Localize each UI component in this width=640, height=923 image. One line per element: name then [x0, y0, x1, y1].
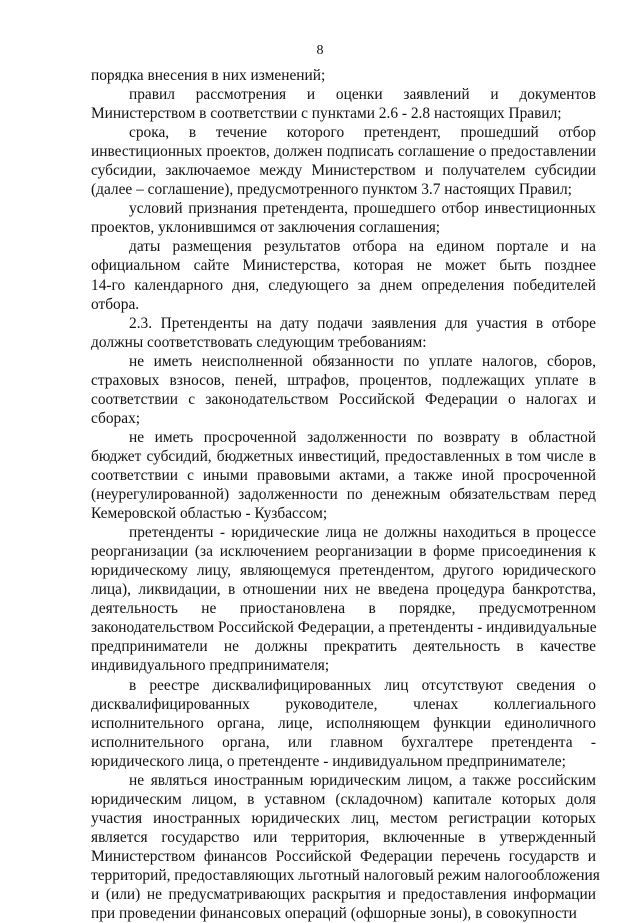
text-line: лица), ликвидации, в отношении них не введена процедура банкротства, — [91, 581, 596, 599]
text-line: юридическому лицу, являющемуся претендентом, другого юридического — [91, 562, 596, 580]
text-line: законодательством Российской Федерации, а претенденты - индивидуальные — [91, 619, 597, 637]
text-line: предприниматели не должны прекратить деятельность в качестве — [91, 638, 596, 656]
text-line: деятельность не приостановлена в порядке, предусмотренном — [91, 600, 596, 618]
text-line: порядка внесения в них изменений; — [91, 67, 326, 84]
text-line: и (или) не предусматривающих раскрытия и предоставления информации — [91, 886, 596, 904]
text-line: официальном сайте Министерства, которая не может быть позднее — [91, 257, 596, 275]
text-line: инвестиционных проектов, должен подписать соглашение о предоставлении — [91, 143, 596, 161]
document-body — [91, 66, 600, 923]
text-line: соответствии с законодательством Российской Федерации о налогах и — [91, 390, 596, 408]
text-line: индивидуального предпринимателя; — [91, 657, 330, 675]
text-line: участия иностранных юридических лиц, местом регистрации которых — [91, 809, 596, 827]
text-line: юридического лица, о претенденте - индивидуальном предпринимателе; — [91, 752, 566, 770]
paragraph — [91, 428, 596, 523]
text-line: отбора. — [91, 295, 140, 313]
text-line: субсидии, заключаемое между Министерством и получателем субсидии — [91, 162, 596, 180]
text-line: сборах; — [91, 409, 141, 427]
text-line: должны соответствовать следующим требованиям: — [91, 333, 427, 351]
text-line: реорганизации (за исключением реорганизации в форме присоединения к — [91, 543, 596, 561]
text-line: Министерством в соответствии с пунктами 2.6 - 2.8 настоящих Правил; — [91, 105, 562, 123]
text-line: не иметь просроченной задолженности по возврату в областной — [129, 428, 596, 446]
text-line: условий признания претендента, прошедшего отбор инвестиционных — [129, 200, 596, 218]
text-line: срока, в течение которого претендент, прошедший отбор — [129, 124, 596, 142]
paragraph — [91, 123, 596, 199]
text-line: (неурегулированной) задолженности по денежным обязательствам перед — [91, 486, 596, 504]
paragraph — [91, 771, 600, 923]
page-number: 8 — [316, 43, 324, 58]
text-line: проектов, уклонившимся от заключения соглашения; — [91, 219, 441, 237]
text-line: исполнительного органа, лице, исполняющем функции единоличного — [91, 714, 596, 732]
paragraph — [91, 676, 596, 771]
text-line: правил рассмотрения и оценки заявлений и документов — [129, 86, 596, 104]
text-line: претенденты - юридические лица не должны находиться в процессе — [129, 524, 596, 542]
text-line: соответствии с иными правовыми актами, а также иной просроченной — [91, 466, 596, 484]
text-line: Кемеровской областью - Кузбассом; — [91, 505, 328, 523]
paragraph — [91, 523, 596, 675]
paragraph — [91, 352, 596, 428]
text-line: даты размещения результатов отбора на едином портале и на — [129, 238, 596, 256]
text-line: страховых взносов, пеней, штрафов, процентов, подлежащих уплате в — [91, 371, 596, 389]
text-line: юридическим лицом, в уставном (складочном) капитале которых доля — [91, 790, 596, 808]
paragraph — [91, 199, 596, 237]
paragraph — [91, 237, 596, 313]
text-line: является государство или территория, включенные в утвержденный — [91, 828, 596, 846]
paragraph — [91, 66, 596, 85]
text-line: бюджет субсидий, бюджетных инвестиций, предоставленных в том числе в — [91, 447, 596, 465]
text-line: исполнительного органа, или главном бухгалтере претендента - — [91, 733, 596, 751]
text-line: (далее – соглашение), предусмотренного пунктом 3.7 настоящих Правил; — [91, 181, 572, 199]
text-line: дисквалифицированных руководителе, членах коллегиального — [91, 695, 596, 713]
text-line: при проведении финансовых операций (офшорные зоны), в совокупности — [91, 905, 577, 923]
text-line: в реестре дисквалифицированных лиц отсутствуют сведения о — [129, 676, 596, 694]
text-line: не иметь неисполненной обязанности по уплате налогов, сборов, — [129, 352, 596, 370]
text-line: 2.3. Претенденты на дату подачи заявления для участия в отборе — [129, 314, 596, 332]
text-line: не являться иностранным юридическим лицом, а также российским — [129, 771, 596, 789]
paragraph — [91, 314, 596, 352]
text-line: территорий, предоставляющих льготный налоговый режим налогообложения — [91, 866, 600, 884]
paragraph — [91, 85, 596, 123]
text-line: 14-го календарного дня, следующего за днем определения победителей — [91, 276, 596, 294]
text-line: Министерством финансов Российской Федерации перечень государств и — [91, 847, 596, 865]
